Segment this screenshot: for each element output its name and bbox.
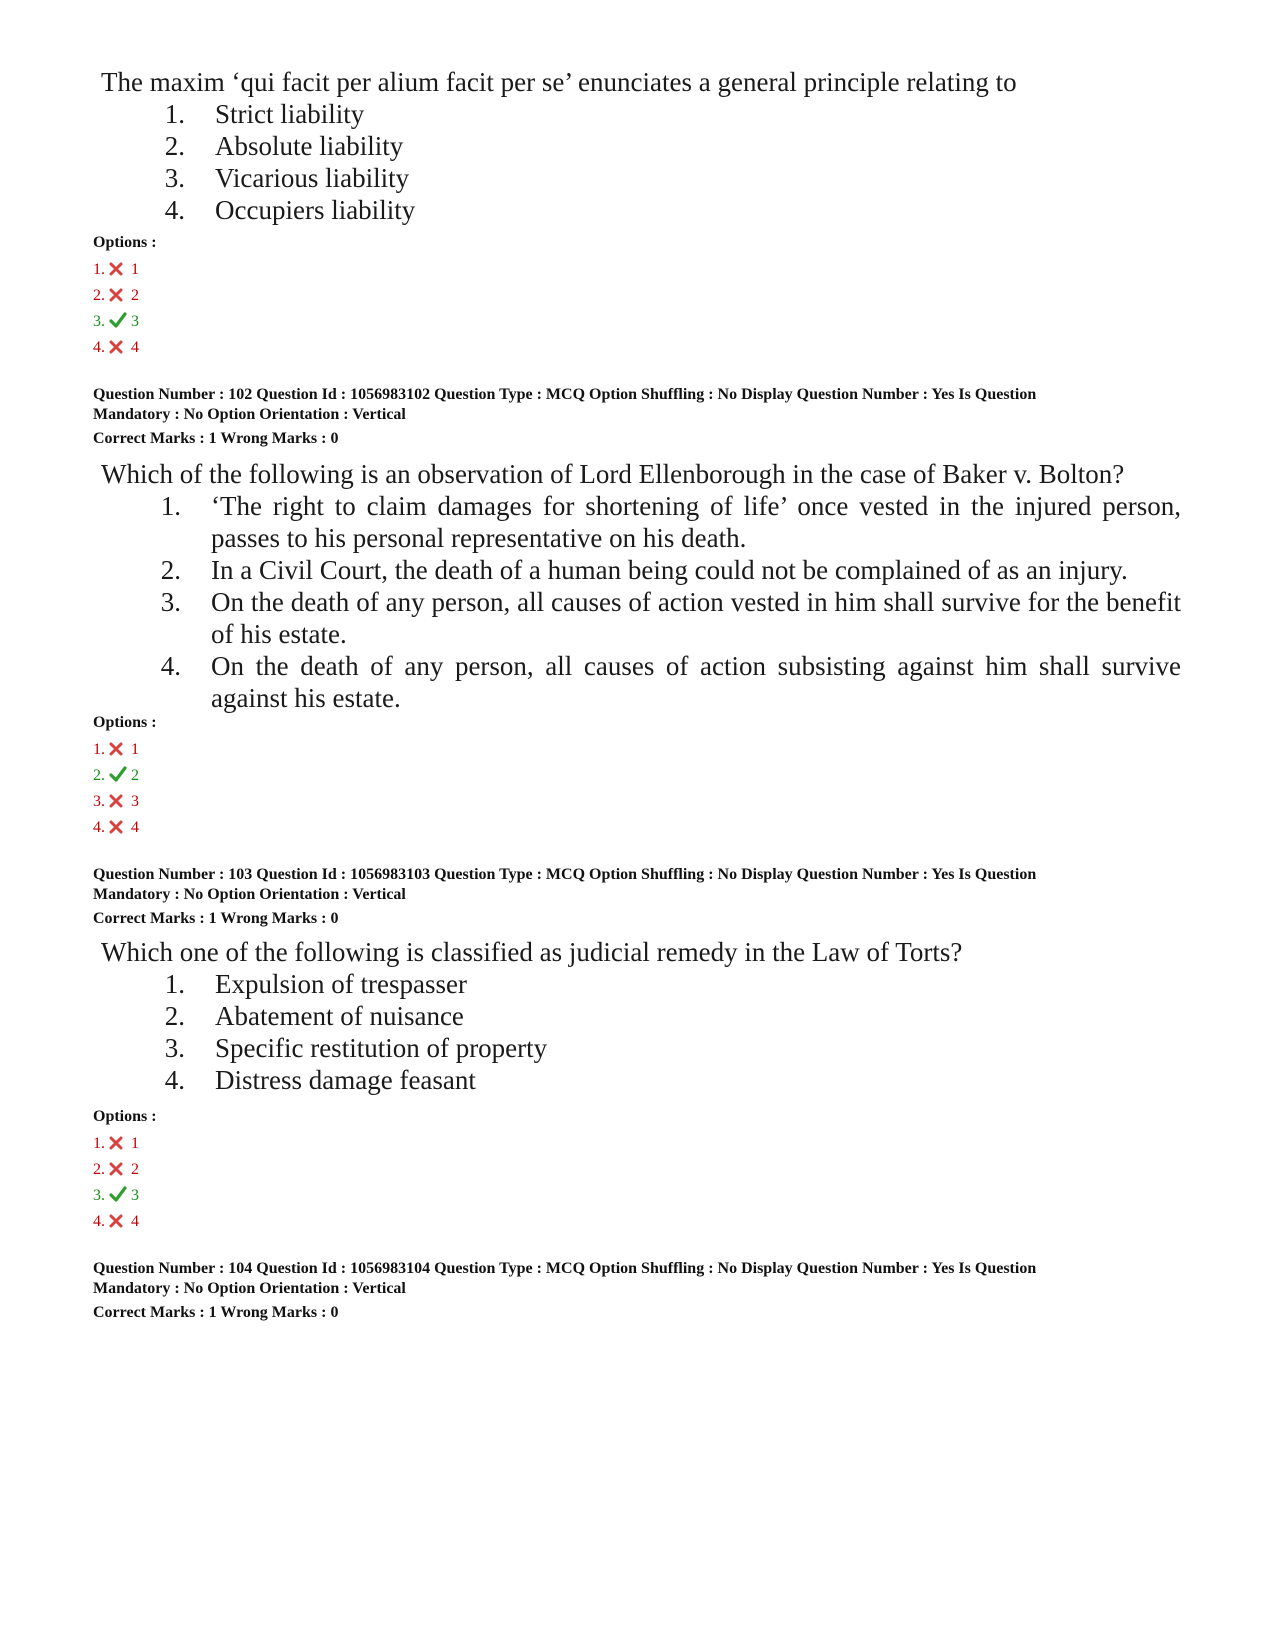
- question-choices: [135, 968, 1153, 1096]
- choice-item: 4. Distress damage feasant: [164, 1065, 476, 1095]
- choice-item: 2. Abatement of nuisance: [164, 1001, 464, 1031]
- choice-item: 3. Specific restitution of property: [164, 1033, 548, 1063]
- question-choices: [131, 490, 1181, 714]
- check-icon: [109, 1185, 127, 1201]
- choice-item: 1. ‘The right to claim damages for shortening of life’ once vested in the injured person, passes to his personal representative on his death.: [160, 491, 1181, 553]
- question-choices: [135, 98, 1153, 226]
- question-meta: Mandatory : No Option Orientation : Vertical: [93, 406, 406, 423]
- cross-icon: [109, 739, 127, 755]
- option-item: 4. 4: [93, 1213, 139, 1230]
- option-item: 2. 2: [93, 767, 139, 784]
- question-103-meta: [93, 865, 1153, 929]
- option-item: 3. 3: [93, 313, 139, 330]
- choice-item: 3. On the death of any person, all causes of action vested in him shall survive for the benefit of his estate.: [160, 587, 1181, 649]
- option-item: 4. 4: [93, 339, 139, 356]
- question-stem: The maxim ‘qui facit per alium facit per se’ enunciates a general principle relating to: [101, 67, 1017, 97]
- question-stem: Which of the following is an observation of Lord Ellenborough in the case of Baker v. Bolton?: [101, 459, 1125, 489]
- choice-item: 1. Expulsion of trespasser: [164, 969, 467, 999]
- option-item: 1. 1: [93, 741, 139, 758]
- choice-item: 1. Strict liability: [164, 99, 365, 129]
- options-list: [93, 737, 1153, 841]
- options-label: Options :: [93, 1108, 157, 1125]
- question-marks: Correct Marks : 1 Wrong Marks : 0: [93, 910, 339, 927]
- check-icon: [109, 311, 127, 327]
- choice-item: 2. In a Civil Court, the death of a human being could not be complained of as an injury.: [160, 555, 1128, 585]
- option-item: 4. 4: [93, 819, 139, 836]
- choice-item: 4. On the death of any person, all causes of action subsisting against him shall survive against his estate.: [160, 651, 1181, 713]
- question-101: [93, 66, 1153, 226]
- question-meta: Question Number : 102 Question Id : 1056983102 Question Type : MCQ Option Shuffling : No Display Question Number : Yes Is Question: [93, 386, 1037, 403]
- options-label: Options :: [93, 234, 157, 251]
- cross-icon: [109, 1159, 127, 1175]
- choice-item: 4. Occupiers liability: [164, 195, 416, 225]
- options-list: [93, 257, 1153, 361]
- question-marks: Correct Marks : 1 Wrong Marks : 0: [93, 430, 339, 447]
- options-103: [93, 1107, 1153, 1235]
- cross-icon: [109, 1133, 127, 1149]
- choice-item: 3. Vicarious liability: [164, 163, 410, 193]
- question-marks: Correct Marks : 1 Wrong Marks : 0: [93, 1304, 339, 1321]
- question-104-meta: [93, 1259, 1153, 1323]
- options-102: [93, 713, 1153, 841]
- options-101: [93, 233, 1153, 361]
- question-meta: Mandatory : No Option Orientation : Vertical: [93, 1280, 406, 1297]
- question-meta: Question Number : 104 Question Id : 1056983104 Question Type : MCQ Option Shuffling : No Display Question Number : Yes Is Question: [93, 1260, 1037, 1277]
- options-label: Options :: [93, 714, 157, 731]
- option-item: 3. 3: [93, 793, 139, 810]
- option-item: 2. 2: [93, 287, 139, 304]
- cross-icon: [109, 817, 127, 833]
- choice-item: 2. Absolute liability: [164, 131, 404, 161]
- cross-icon: [109, 337, 127, 353]
- option-item: 1. 1: [93, 1135, 139, 1152]
- cross-icon: [109, 791, 127, 807]
- question-103: [93, 936, 1153, 1096]
- option-item: 3. 3: [93, 1187, 139, 1204]
- options-list: [93, 1131, 1153, 1235]
- question-meta: Question Number : 103 Question Id : 1056983103 Question Type : MCQ Option Shuffling : No Display Question Number : Yes Is Question: [93, 866, 1037, 883]
- question-102-meta: [93, 385, 1153, 449]
- check-icon: [109, 765, 127, 781]
- cross-icon: [109, 285, 127, 301]
- cross-icon: [109, 259, 127, 275]
- option-item: 2. 2: [93, 1161, 139, 1178]
- question-102: [93, 458, 1183, 714]
- cross-icon: [109, 1211, 127, 1227]
- question-meta: Mandatory : No Option Orientation : Vertical: [93, 886, 406, 903]
- option-item: 1. 1: [93, 261, 139, 278]
- question-stem: Which one of the following is classified as judicial remedy in the Law of Torts?: [101, 937, 963, 967]
